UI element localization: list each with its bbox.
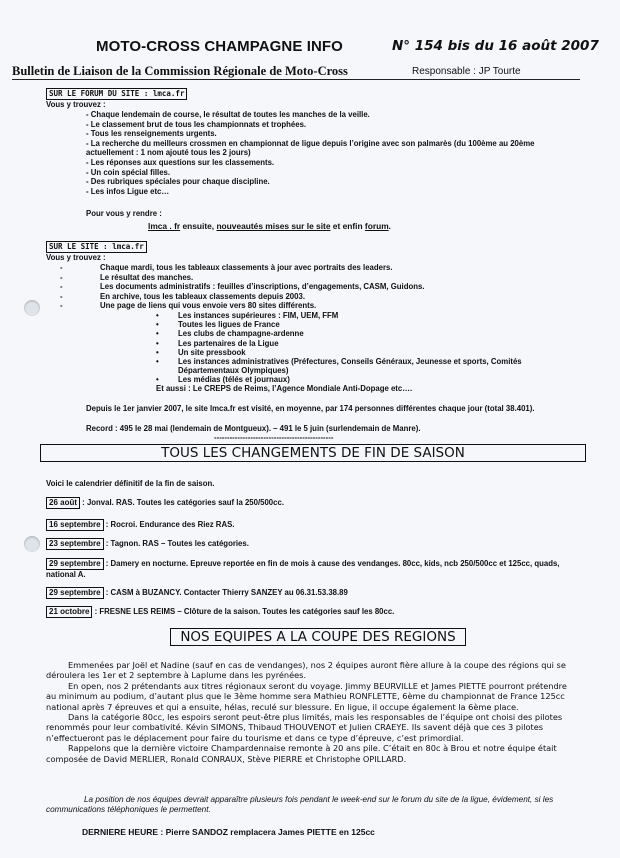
site-links [156, 311, 556, 385]
event-date: 26 août [46, 497, 80, 509]
teams-paragraph: Emmenées par Joël et Nadine (sauf en cas de vendanges), nos 2 équipes auront fière allure à la coupe des régions qui se déroulera les 1er et 2 septembre à Laplume dans les pyrénées. [46, 660, 566, 681]
site-visits: Depuis le 1er janvier 2007, le site lmca.fr est visité, en moyenne, par 174 personnes différentes chaque jour (total 38.401). [86, 404, 535, 413]
site-link-item: • Les instances administratives (Préfectures, Conseils Généraux, Jeunesse et sports, Comités Départementaux Olympiques) [156, 357, 556, 375]
site-link-item: • Les instances supérieures : FIM, UEM, FFM [156, 311, 556, 320]
teams-paragraph: Dans la catégorie 80cc, les espoirs seront peut-être plus limités, mais les responsables de l’équipe ont choisi des pilotes renommés pour leur combativité. Kévin SIMONS, Thibaud THOUVENOT et Julien CRAEYE. Ils savent déjà que ces 3 pilotes n’effectueront pas le déplacement pour faire du tourisme et dans ce type d’épreuve, c’est primordial. [46, 712, 563, 743]
event-text: : CASM à BUZANCY. Contacter Thierry SANZEY au 06.31.53.38.89 [103, 588, 348, 597]
forum-item: - La recherche du meilleurs crossmen en championnat de ligue depuis l’origine avec son palmarès (du 100ème au 20ème [86, 138, 535, 148]
event-text: : Jonval. RAS. Toutes les catégories sauf la 250/500cc. [80, 498, 284, 507]
site-items [60, 263, 540, 311]
site-intro: Vous y trouvez : [46, 253, 106, 262]
punch-hole [24, 536, 40, 552]
forum-item: - Des rubriques spéciales pour chaque discipline. [86, 177, 270, 187]
forum-access: lmca . fr ensuite, nouveautés mises sur le site et enfin forum. [148, 221, 391, 231]
responsable: Responsable : JP Tourte [412, 66, 521, 77]
forum-item: - Le classement brut de tous les championnats et trophées. [86, 119, 307, 129]
bulletin-subtitle: Bulletin de Liaison de la Commission Régionale de Moto-Cross [12, 64, 348, 78]
site-link-item: • Les médias (télés et journaux) [156, 375, 556, 384]
forum-intro: Vous y trouvez : [46, 100, 106, 109]
event-date: 16 septembre [46, 519, 104, 531]
forum-item: - Les réponses aux questions sur les classements. [86, 157, 275, 167]
forum-items [86, 110, 556, 196]
teams-heading: NOS EQUIPES A LA COUPE DES REGIONS [170, 628, 466, 646]
last-minute-news: DERNIERE HEURE : Pierre SANDOZ remplacera James PIETTE en 125cc [82, 827, 375, 837]
event-text: : FRESNE LES REIMS – Clôture de la saison. Toutes les catégories sauf les 80cc. [92, 607, 395, 616]
teams-paragraph: En open, nos 2 prétendants aux titres régionaux seront du voyage. Jimmy BEURVILLE et James PIETTE pourront prétendre au minimum au podium, d’autant plus que le 3ème homme sera Mathieu RONFLETTE, 6ème du championnat de France 125cc national après 7 épreuves et qui a ensuite, hélas, reculé sur blessure. En ligue, il occupe également la 6ème place. [46, 680, 567, 712]
site-item: - Les documents administratifs : feuilles d’inscriptions, d’engagements, CASM, Guidons. [60, 282, 540, 292]
site-item: - Chaque mardi, tous les tableaux classements à jour avec portraits des leaders. [60, 263, 540, 273]
event-date: 23 septembre [46, 538, 104, 550]
teams-note: La position de nos équipes devrait apparaître plusieurs fois pendant le week-end sur le forum du site de la ligue, évidement, si les communications téléphoniques le permettent. [46, 795, 554, 814]
event-text: : Rocroi. Endurance des Riez RAS. [103, 520, 235, 529]
forum-link-site[interactable]: lmca . fr [148, 221, 181, 231]
site-item: - En archive, tous les tableaux classements depuis 2003. [60, 292, 540, 302]
forum-item: - Tous les renseignements urgents. [86, 129, 217, 139]
issue-number: N° 154 bis du 16 août 2007 [392, 38, 599, 54]
event-date: 29 septembre [46, 587, 104, 599]
calendar-event [46, 558, 586, 580]
teams-paragraph: Rappelons que la dernière victoire Champardennaise remonte à 20 ans pile. C’était en 80c à Brou et notre équipe était composée de David MERLIER, Ronald CONRAUX, Stève PIERRE et Christophe OPILLARD. [46, 743, 557, 764]
site-label: SUR LE SITE : lmca.fr [46, 241, 147, 253]
forum-label: SUR LE FORUM DU SITE : lmca.fr [46, 88, 187, 100]
calendar-event [46, 538, 586, 550]
calendar-intro: Voici le calendrier définitif de la fin de saison. [46, 479, 215, 488]
event-date: 21 octobre [46, 606, 92, 618]
site-record: Record : 495 le 28 mai (lendemain de Montgueux). – 491 le 5 juin (surlendemain de Manre). [86, 424, 421, 433]
bulletin-title: MOTO-CROSS CHAMPAGNE INFO [96, 38, 343, 55]
teams-article [46, 660, 576, 764]
event-text: : Damery en nocturne. Epreuve reportée en fin de mois à cause des vendanges. 80cc, kids, ncb 250/500cc et 125cc, quads, national A. [46, 559, 560, 579]
site-section [46, 241, 147, 263]
punch-hole [24, 300, 40, 316]
site-link-item: • Un site pressbook [156, 348, 556, 357]
calendar-event [46, 519, 586, 531]
forum-link-forum[interactable]: forum [364, 221, 389, 231]
forum-item: actuellement : 1 nom ajouté tous les 2 jours) [86, 148, 251, 158]
event-text: : Tagnon. RAS – Toutes les catégories. [103, 539, 249, 548]
site-item: - Le résultat des manches. [60, 273, 540, 283]
forum-section [46, 88, 187, 110]
calendar-event [46, 497, 586, 509]
site-also: Et aussi : Le CREPS de Reims, l’Agence Mondiale Anti-Dopage etc…. [156, 384, 413, 393]
forum-item: - Un coin spécial filles. [86, 167, 171, 177]
calendar-event [46, 587, 586, 599]
calendar-event [46, 606, 586, 618]
forum-item: - Chaque lendemain de course, le résultat de toutes les manches de la veille. [86, 110, 370, 119]
changes-heading: TOUS LES CHANGEMENTS DE FIN DE SAISON [40, 444, 586, 462]
site-link-item: • Les partenaires de la Ligue [156, 339, 556, 348]
forum-access-label: Pour vous y rendre : [86, 209, 162, 218]
forum-item: - Les infos Ligue etc… [86, 186, 170, 196]
site-link-item: • Les clubs de champagne-ardenne [156, 329, 556, 338]
header-divider [12, 79, 580, 80]
separator: ---------------------------------------------- [214, 433, 334, 442]
event-date: 29 septembre [46, 558, 104, 570]
forum-link-news[interactable]: nouveautés mises sur le site [216, 221, 331, 231]
site-item: - Une page de liens qui vous envoie vers 80 sites différents. [60, 301, 540, 311]
site-link-item: • Toutes les ligues de France [156, 320, 556, 329]
